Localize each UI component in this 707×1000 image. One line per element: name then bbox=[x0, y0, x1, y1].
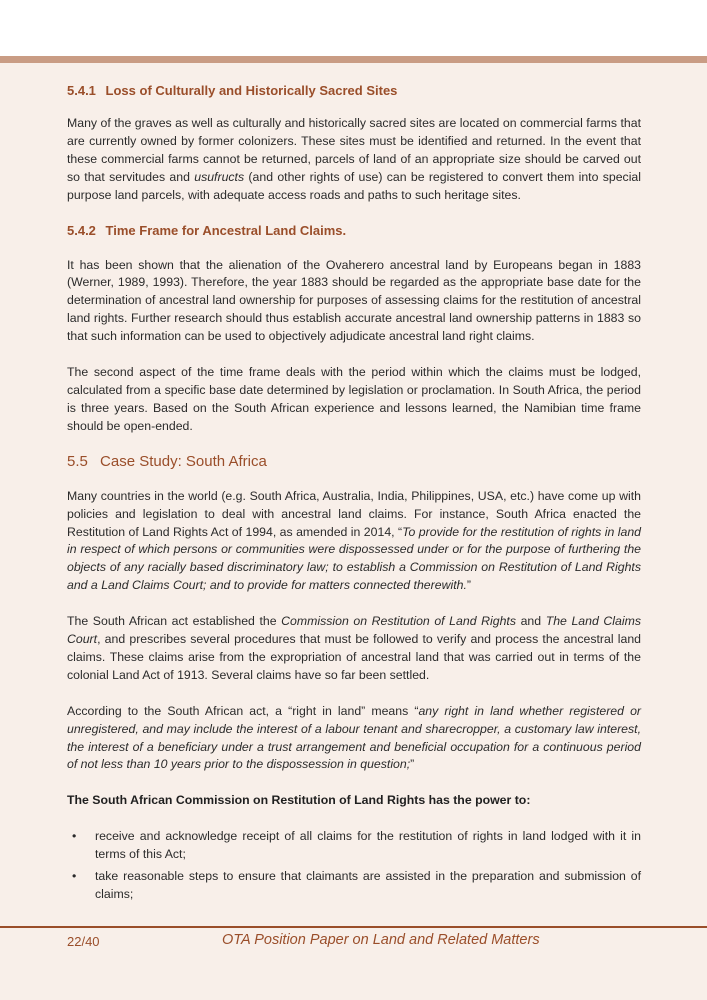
footer-title: OTA Position Paper on Land and Related Matters bbox=[222, 932, 540, 948]
power-heading: The South African Commission on Restitution of Land Rights has the power to: bbox=[67, 793, 531, 808]
section-title: Loss of Culturally and Historically Sacred Sites bbox=[105, 83, 398, 98]
footer-rule bbox=[0, 926, 707, 928]
section-number: 5.4.1 bbox=[67, 83, 96, 98]
section-title: Time Frame for Ancestral Land Claims. bbox=[105, 222, 347, 238]
section-heading-5-5 bbox=[67, 452, 641, 472]
paragraph: The second aspect of the time frame deals with the period within which the claims must be lodged, calculated from a specific base date determined by legislation or proclamation. In South Africa, the period is three years. Based on the South African experience and lessons learned, the Namibian time frame should be open-ended. bbox=[67, 365, 641, 433]
list-item: • take reasonable steps to ensure that claimants are assisted in the preparation and submission of claims; bbox=[67, 868, 641, 904]
power-list bbox=[67, 828, 641, 904]
paragraph: Many countries in the world (e.g. South Africa, Australia, India, Philippines, USA, etc.) have come up with policies and legislation to deal with ancestral land claims. For instance, South Africa enacted the Restitution of Land Rights Act of 1994, as amended in 2014, “To provide for the restitution of rights in land in respect of which persons or communities were dispossessed under or for the purpose of furthering the objects of any racially based discriminatory law; to establish a Commission on Restitution of Land Rights and a Land Claims Court; and to provide for matters connected therewith.” bbox=[67, 488, 641, 593]
paragraph: Many of the graves as well as culturally and historically sacred sites are located on commercial farms that are currently owned by former colonizers. These sites must be identified and returned. In the event that these commercial farms cannot be returned, parcels of land of an appropriate size should be carved out so that servitudes and usufructs (and other rights of use) can be registered to convert them into special purpose land parcels, with adequate access roads and paths to such heritage sites. bbox=[67, 116, 641, 202]
section-heading-5-4-2 bbox=[67, 222, 641, 240]
section-number: 5.4.2 bbox=[67, 222, 96, 238]
section-heading-5-4-1 bbox=[67, 82, 641, 100]
paragraph: The South African act established the Commission on Restitution of Land Rights and The Land Claims Court, and prescribes several procedures that must be followed to verify and process the ancestral land claims. These claims arise from the expropriation of ancestral land that was carried out in terms of the colonial Land Act of 1913. Several claims have so far been settled. bbox=[67, 614, 641, 682]
top-rule bbox=[0, 56, 707, 63]
section-number: 5.5 bbox=[67, 452, 88, 470]
list-item: • receive and acknowledge receipt of all claims for the restitution of rights in land lodged with it in terms of this Act; bbox=[67, 828, 641, 864]
paragraph: It has been shown that the alienation of the Ovaherero ancestral land by Europeans began in 1883 (Werner, 1989, 1993). Therefore, the year 1883 should be regarded as the appropriate base date for the determination of ancestral land ownership for purposes of assessing claims for the restitution of ancestral land rights. Further research should thus establish accurate ancestral land ownership patterns in 1883 so that such information can be used to objectively adjudicate ancestral land right claims. bbox=[67, 257, 641, 344]
paragraph: According to the South African act, a “right in land” means “any right in land whether registered or unregistered, and may include the interest of a labour tenant and sharecropper, a customary law interest, the interest of a beneficiary under a trust arrangement and beneficial occupation for a continuous period of not less than 10 years prior to the dispossession in question;” bbox=[67, 703, 642, 772]
page-number: 22/40 bbox=[67, 934, 100, 949]
section-title: Case Study: South Africa bbox=[100, 452, 267, 470]
document-body bbox=[67, 82, 641, 908]
